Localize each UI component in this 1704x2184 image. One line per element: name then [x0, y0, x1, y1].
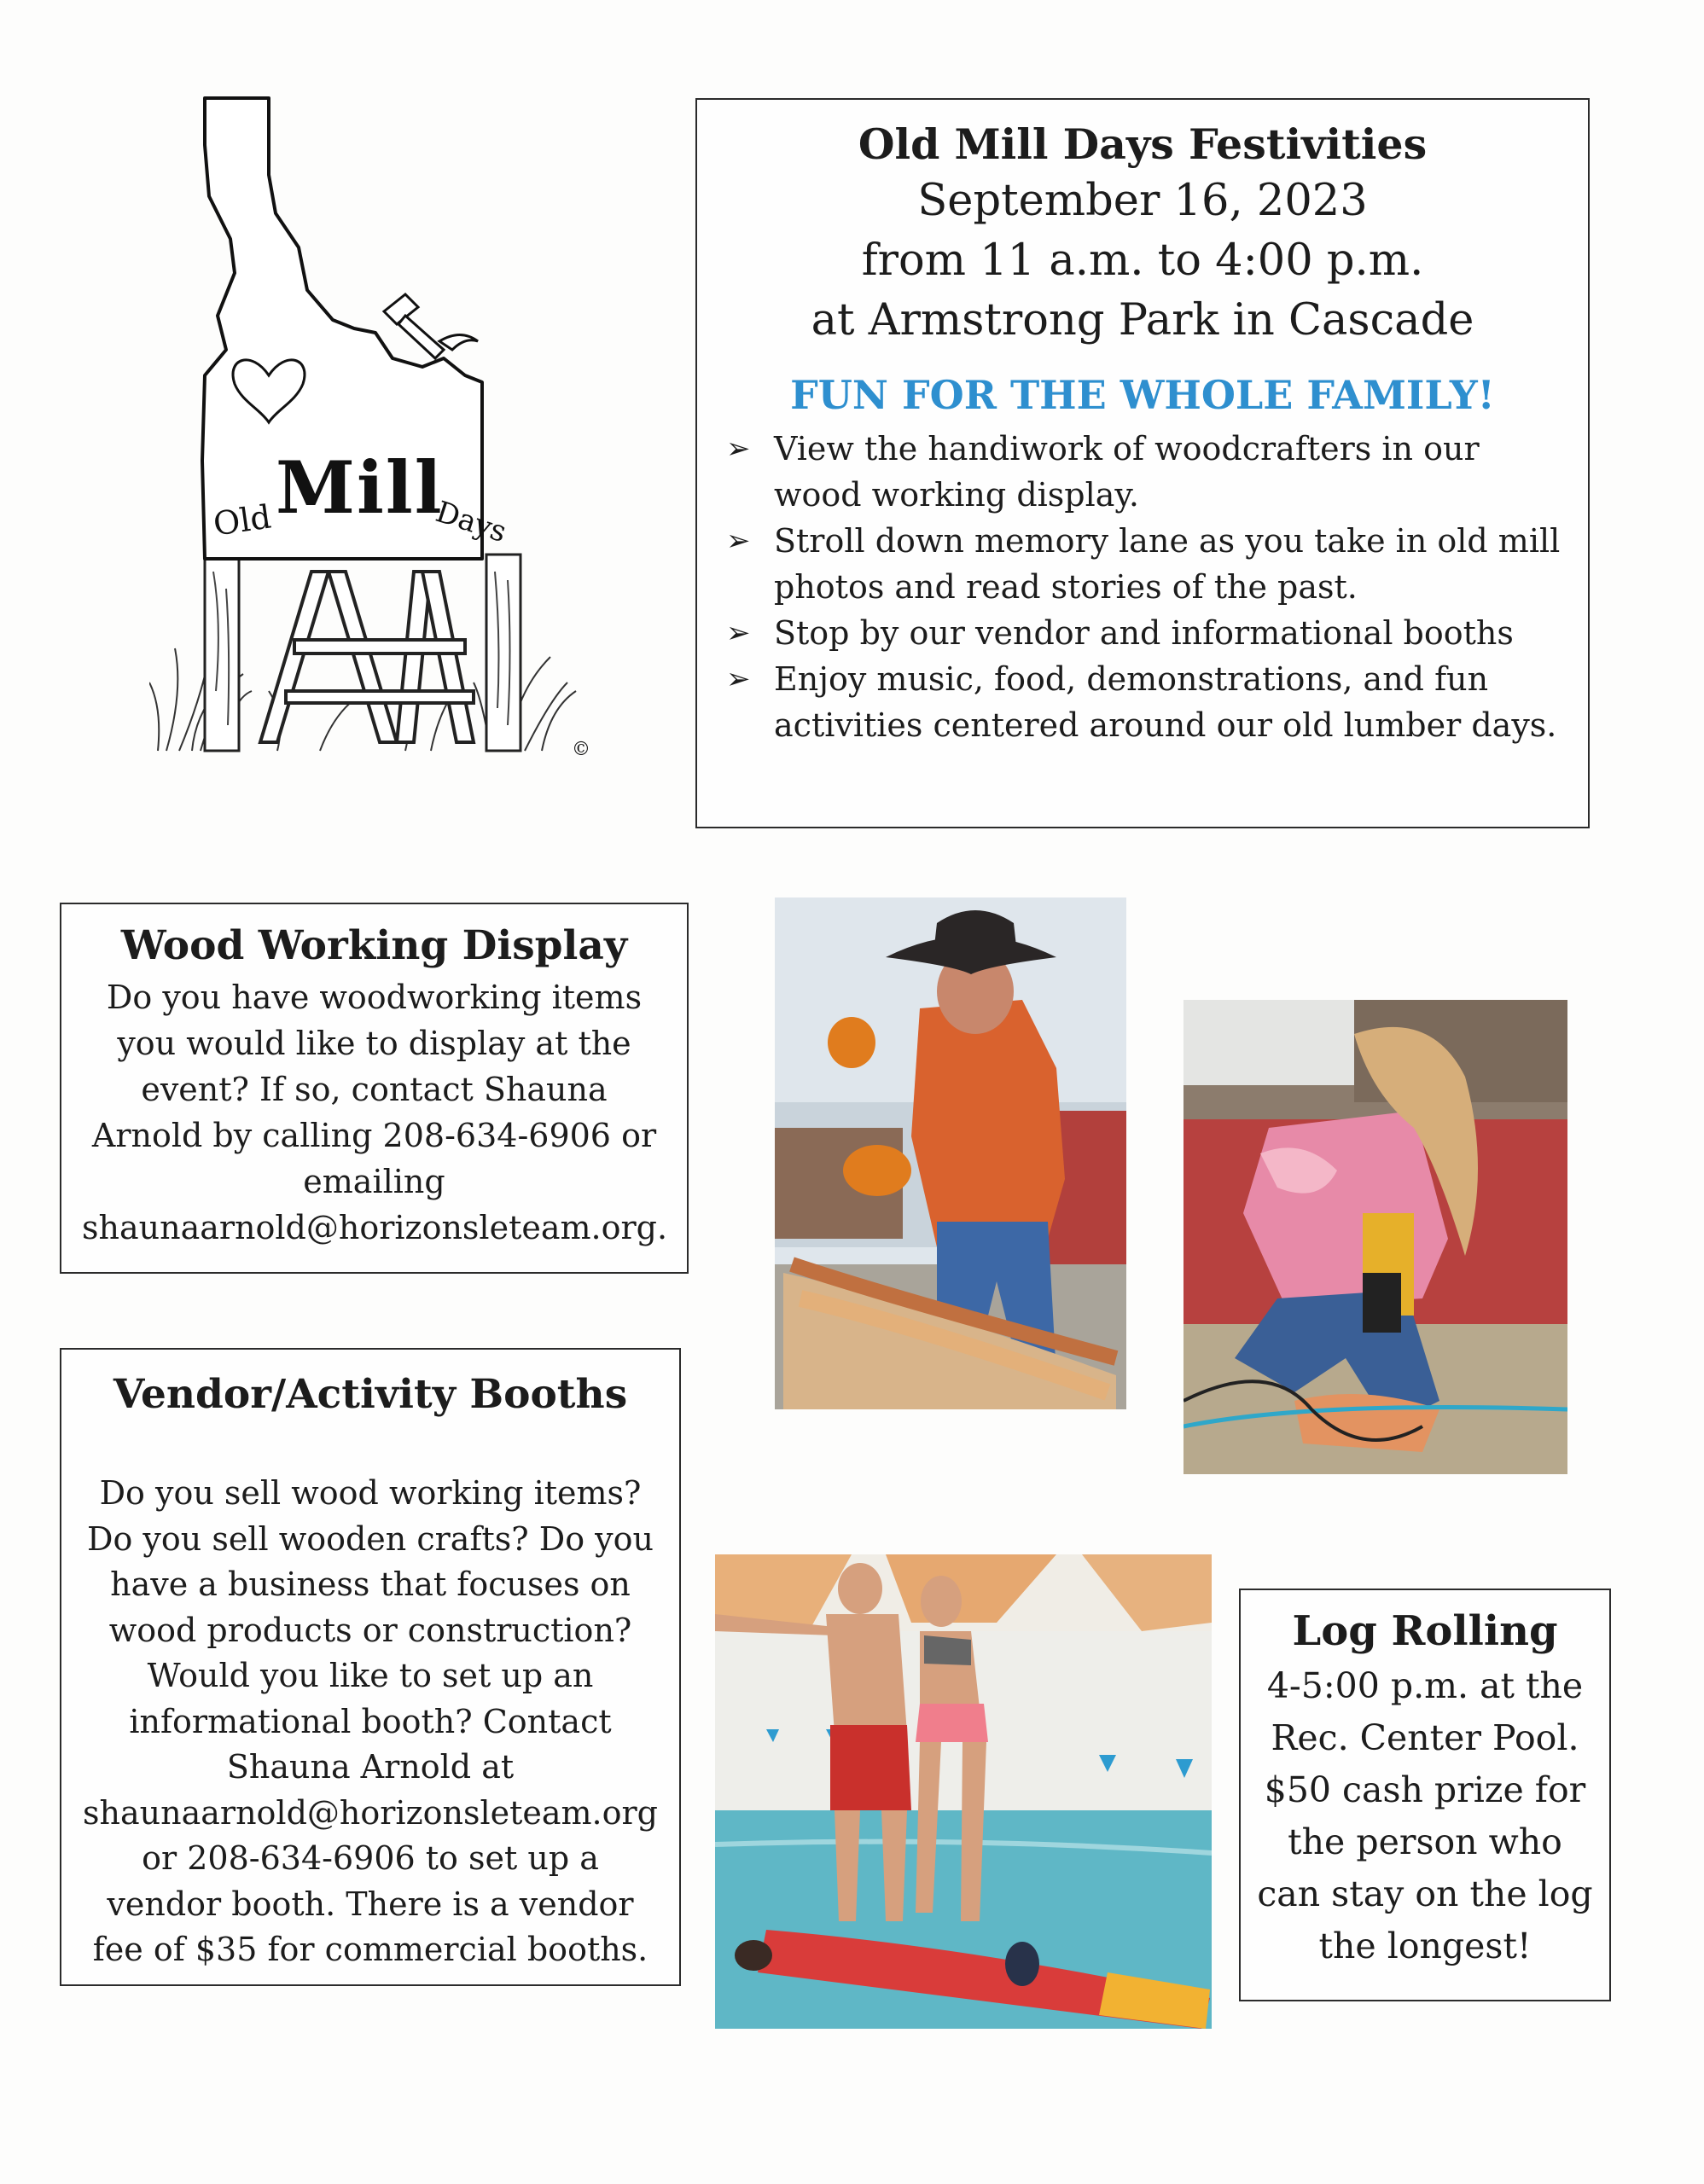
arrow-bullet-icon: ➢: [726, 662, 751, 696]
log-rolling-photo: [715, 1554, 1212, 2029]
logo-word-mill: Mill: [276, 445, 444, 530]
vendor-box: [60, 1348, 681, 1986]
logo-word-days: Days: [431, 494, 511, 550]
idaho-sign-illustration: [149, 94, 610, 776]
logo-word-old: Old: [211, 497, 274, 543]
arrow-bullet-icon: ➢: [726, 524, 751, 558]
event-time: from 11 a.m. to 4:00 p.m.: [861, 235, 1424, 286]
arrow-bullet-icon: ➢: [726, 616, 751, 650]
arrow-bullet-icon: ➢: [726, 432, 751, 466]
girl-drilling-photo: [1183, 1000, 1567, 1474]
wood-working-title: Wood Working Display: [120, 922, 628, 969]
list-item: ➢ Enjoy music, food, demonstrations, and fun activities centered around our old lumber days.: [774, 656, 1562, 748]
event-location: at Armstrong Park in Cascade: [811, 295, 1474, 346]
vendor-title: Vendor/Activity Booths: [113, 1371, 628, 1418]
log-rolling-box: [1239, 1589, 1611, 2001]
festivities-box: [695, 98, 1590, 828]
copyright-mark: ©: [572, 739, 590, 760]
vendor-body: Do you sell wood working items? Do you sell wooden crafts? Do you have a business that focuses on wood products or construction? Would you like to set up an informational booth? Contact Shauna Arnold at shaunaarnold@horizonsleteam.org or 208-634-6906 to set up a vendor booth. There is a vendor fee of $35 for commercial booths.: [83, 1474, 658, 1968]
list-item: ➢ Stroll down memory lane as you take in old mill photos and read stories of the past.: [774, 518, 1562, 610]
log-rolling-body: 4-5:00 p.m. at the Rec. Center Pool. $50 cash prize for the person who can stay on the log the longest!: [1257, 1665, 1593, 1966]
list-item: ➢ View the handiwork of woodcrafters in our wood working display.: [774, 426, 1562, 518]
festivities-title: Old Mill Days Festivities: [858, 119, 1428, 169]
old-mill-days-logo: [149, 94, 610, 776]
event-date: September 16, 2023: [917, 176, 1368, 226]
log-rolling-title: Log Rolling: [1292, 1607, 1558, 1655]
woodcarver-photo: [775, 897, 1126, 1409]
family-fun-headline: FUN FOR THE WHOLE FAMILY!: [790, 372, 1495, 418]
list-item: ➢ Stop by our vendor and informational booths: [774, 610, 1562, 656]
wood-working-body: Do you have woodworking items you would like to display at the event? If so, contact Shauna Arnold by calling 208-634-6906 or emailing shaunaarnold@horizonsleteam.org.: [82, 979, 668, 1246]
activities-list: [723, 426, 1562, 748]
wood-working-box: [60, 903, 689, 1274]
